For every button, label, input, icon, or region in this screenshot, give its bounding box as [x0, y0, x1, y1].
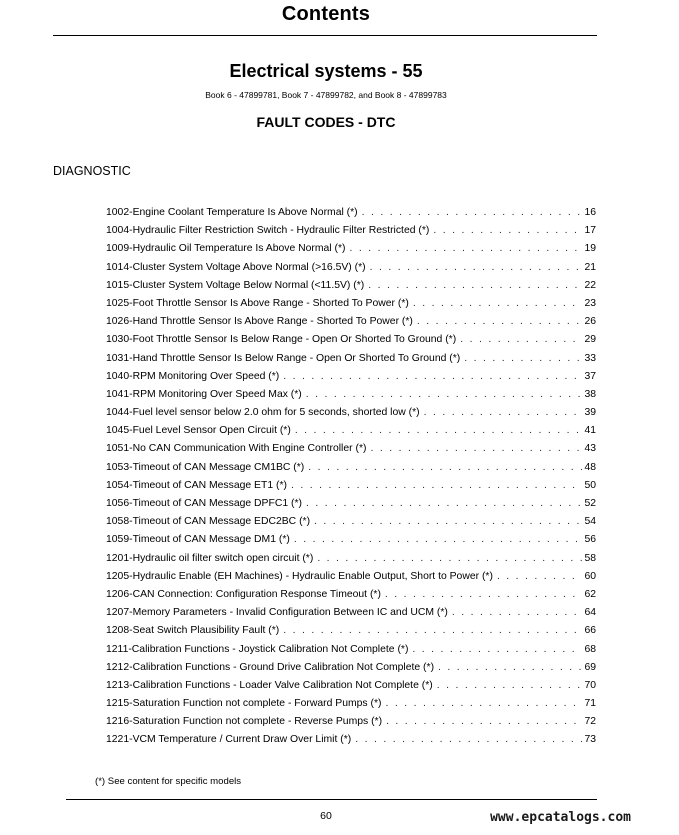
toc-entry-page: 72	[584, 716, 596, 728]
toc-entry[interactable]	[106, 698, 596, 716]
toc-entry-page: 41	[584, 425, 596, 437]
toc-entry-page: 58	[584, 552, 596, 564]
toc-entry[interactable]	[106, 498, 596, 516]
toc-leader-dots	[362, 207, 582, 218]
toc-leader-dots	[412, 644, 582, 655]
book-references: Book 6 - 47899781, Book 7 - 47899782, and Book 8 - 47899783	[205, 90, 447, 100]
toc-leader-dots	[295, 425, 582, 436]
toc-entry-title: 1051-No CAN Communication With Engine Controller (*)	[106, 443, 367, 455]
toc-leader-dots	[385, 589, 582, 600]
toc-entry[interactable]	[106, 389, 596, 407]
toc-entry-page: 48	[584, 461, 596, 473]
footnote: (*) See content for specific models	[95, 776, 242, 787]
toc-entry-page: 29	[584, 334, 596, 346]
toc-entry-page: 50	[584, 479, 596, 491]
toc-list	[106, 207, 596, 753]
page-number: 60	[320, 810, 332, 822]
toc-entry[interactable]	[106, 644, 596, 662]
toc-entry-title: 1207-Memory Parameters - Invalid Configuration Between IC and UCM (*)	[106, 607, 448, 619]
header-divider	[53, 35, 597, 36]
toc-entry[interactable]	[106, 280, 596, 298]
toc-entry-title: 1030-Foot Throttle Sensor Is Below Range - Open Or Shorted To Ground (*)	[106, 334, 457, 346]
toc-leader-dots	[317, 553, 582, 564]
section-title: Electrical systems - 55	[229, 61, 423, 81]
toc-entry-page: 26	[584, 316, 596, 328]
toc-leader-dots	[368, 280, 582, 291]
toc-entry[interactable]	[106, 316, 596, 334]
toc-leader-dots	[385, 698, 582, 709]
toc-entry-page: 23	[584, 297, 596, 309]
toc-entry-title: 1025-Foot Throttle Sensor Is Above Range - Shorted To Power (*)	[106, 297, 409, 309]
toc-entry-title: 1058-Timeout of CAN Message EDC2BC (*)	[106, 516, 311, 528]
toc-leader-dots	[417, 316, 582, 327]
toc-entry-page: 68	[584, 643, 596, 655]
toc-leader-dots	[433, 225, 582, 236]
toc-entry-page: 62	[584, 588, 596, 600]
toc-leader-dots	[452, 607, 582, 618]
toc-leader-dots	[497, 571, 582, 582]
toc-entry-page: 64	[584, 607, 596, 619]
toc-entry[interactable]	[106, 371, 596, 389]
toc-entry-page: 71	[584, 698, 596, 710]
toc-entry[interactable]	[106, 353, 596, 371]
toc-entry-page: 54	[584, 516, 596, 528]
toc-entry-title: 1201-Hydraulic oil filter switch open circuit (*)	[106, 552, 314, 564]
toc-leader-dots	[308, 462, 582, 473]
toc-entry-title: 1004-Hydraulic Filter Restriction Switch - Hydraulic Filter Restricted (*)	[106, 225, 430, 237]
toc-entry-title: 1026-Hand Throttle Sensor Is Above Range - Shorted To Power (*)	[106, 316, 413, 328]
toc-entry-page: 33	[584, 352, 596, 364]
toc-leader-dots	[291, 480, 582, 491]
toc-entry-page: 43	[584, 443, 596, 455]
toc-entry[interactable]	[106, 334, 596, 352]
toc-entry-title: 1208-Seat Switch Plausibility Fault (*)	[106, 625, 280, 637]
toc-entry-page: 70	[584, 679, 596, 691]
toc-entry-page: 60	[584, 570, 596, 582]
diagnostic-label: DIAGNOSTIC	[53, 164, 131, 178]
toc-entry-title: 1045-Fuel Level Sensor Open Circuit (*)	[106, 425, 291, 437]
toc-entry[interactable]	[106, 243, 596, 261]
toc-entry[interactable]	[106, 662, 596, 680]
toc-entry[interactable]	[106, 571, 596, 589]
toc-entry-title: 1206-CAN Connection: Configuration Response Timeout (*)	[106, 588, 381, 600]
toc-leader-dots	[370, 443, 582, 454]
toc-entry[interactable]	[106, 716, 596, 734]
toc-entry-title: 1015-Cluster System Voltage Below Normal (<11.5V) (*)	[106, 279, 365, 291]
toc-entry[interactable]	[106, 607, 596, 625]
toc-leader-dots	[355, 734, 582, 745]
toc-entry[interactable]	[106, 407, 596, 425]
toc-entry[interactable]	[106, 680, 596, 698]
toc-leader-dots	[306, 498, 582, 509]
toc-entry-title: 1014-Cluster System Voltage Above Normal (>16.5V) (*)	[106, 261, 366, 273]
toc-entry[interactable]	[106, 298, 596, 316]
toc-entry-title: 1002-Engine Coolant Temperature Is Above Normal (*)	[106, 207, 358, 218]
toc-leader-dots	[413, 298, 582, 309]
toc-entry-title: 1044-Fuel level sensor below 2.0 ohm for 5 seconds, shorted low (*)	[106, 407, 420, 419]
toc-entry-page: 52	[584, 498, 596, 509]
toc-leader-dots	[306, 389, 582, 400]
toc-leader-dots	[370, 262, 582, 273]
toc-entry[interactable]	[106, 480, 596, 498]
toc-entry[interactable]	[106, 534, 596, 552]
toc-entry-page: 38	[584, 388, 596, 400]
toc-entry-page: 22	[584, 279, 596, 291]
page-title: Contents	[281, 3, 371, 25]
toc-entry-page: 73	[584, 734, 596, 746]
toc-entry-title: 1221-VCM Temperature / Current Draw Over Limit (*)	[106, 734, 352, 746]
toc-leader-dots	[314, 516, 582, 527]
toc-entry-page: 19	[584, 243, 596, 255]
toc-entry-page: 21	[584, 261, 596, 273]
toc-entry-title: 1212-Calibration Functions - Ground Drive Calibration Not Complete (*)	[106, 661, 435, 673]
toc-entry-page: 66	[584, 625, 596, 637]
toc-entry[interactable]	[106, 734, 596, 752]
toc-entry-page: 39	[584, 407, 596, 419]
toc-entry[interactable]	[106, 225, 596, 243]
toc-entry-page: 16	[584, 207, 596, 218]
toc-entry[interactable]	[106, 625, 596, 643]
toc-leader-dots	[460, 334, 582, 345]
toc-leader-dots	[283, 371, 582, 382]
toc-entry-title: 1205-Hydraulic Enable (EH Machines) - Hydraulic Enable Output, Short to Power (*)	[106, 570, 493, 582]
toc-entry-title: 1040-RPM Monitoring Over Speed (*)	[106, 370, 280, 382]
toc-entry[interactable]	[106, 262, 596, 280]
toc-entry[interactable]	[106, 516, 596, 534]
toc-entry-title: 1211-Calibration Functions - Joystick Calibration Not Complete (*)	[106, 643, 409, 655]
fault-codes-heading: FAULT CODES - DTC	[256, 114, 396, 130]
toc-entry-title: 1031-Hand Throttle Sensor Is Below Range - Open Or Shorted To Ground (*)	[106, 352, 461, 364]
toc-entry-title: 1053-Timeout of CAN Message CM1BC (*)	[106, 461, 305, 473]
toc-entry-page: 37	[584, 370, 596, 382]
toc-entry[interactable]	[106, 425, 596, 443]
toc-entry[interactable]	[106, 443, 596, 461]
toc-leader-dots	[349, 243, 582, 254]
toc-leader-dots	[438, 662, 582, 673]
toc-entry-title: 1054-Timeout of CAN Message ET1 (*)	[106, 479, 287, 491]
footer-divider	[66, 799, 597, 800]
toc-leader-dots	[283, 625, 582, 636]
toc-leader-dots	[437, 680, 582, 691]
toc-entry[interactable]	[106, 462, 596, 480]
toc-entry-title: 1009-Hydraulic Oil Temperature Is Above Normal (*)	[106, 243, 346, 255]
toc-entry[interactable]	[106, 553, 596, 571]
toc-leader-dots	[424, 407, 582, 418]
toc-entry-title: 1056-Timeout of CAN Message DPFC1 (*)	[106, 498, 302, 509]
watermark: www.epcatalogs.com	[490, 810, 631, 825]
toc-entry-title: 1213-Calibration Functions - Loader Valve Calibration Not Complete (*)	[106, 679, 433, 691]
toc-entry-title: 1216-Saturation Function not complete - Reverse Pumps (*)	[106, 716, 383, 728]
toc-entry-page: 17	[584, 225, 596, 237]
toc-entry-title: 1059-Timeout of CAN Message DM1 (*)	[106, 534, 290, 546]
toc-entry[interactable]	[106, 207, 596, 225]
toc-leader-dots	[464, 353, 582, 364]
toc-entry-page: 56	[584, 534, 596, 546]
toc-leader-dots	[386, 716, 582, 727]
toc-entry-title: 1215-Saturation Function not complete - Forward Pumps (*)	[106, 698, 382, 710]
toc-entry-page: 69	[584, 661, 596, 673]
toc-entry-title: 1041-RPM Monitoring Over Speed Max (*)	[106, 388, 302, 400]
toc-entry[interactable]	[106, 589, 596, 607]
toc-leader-dots	[294, 534, 582, 545]
